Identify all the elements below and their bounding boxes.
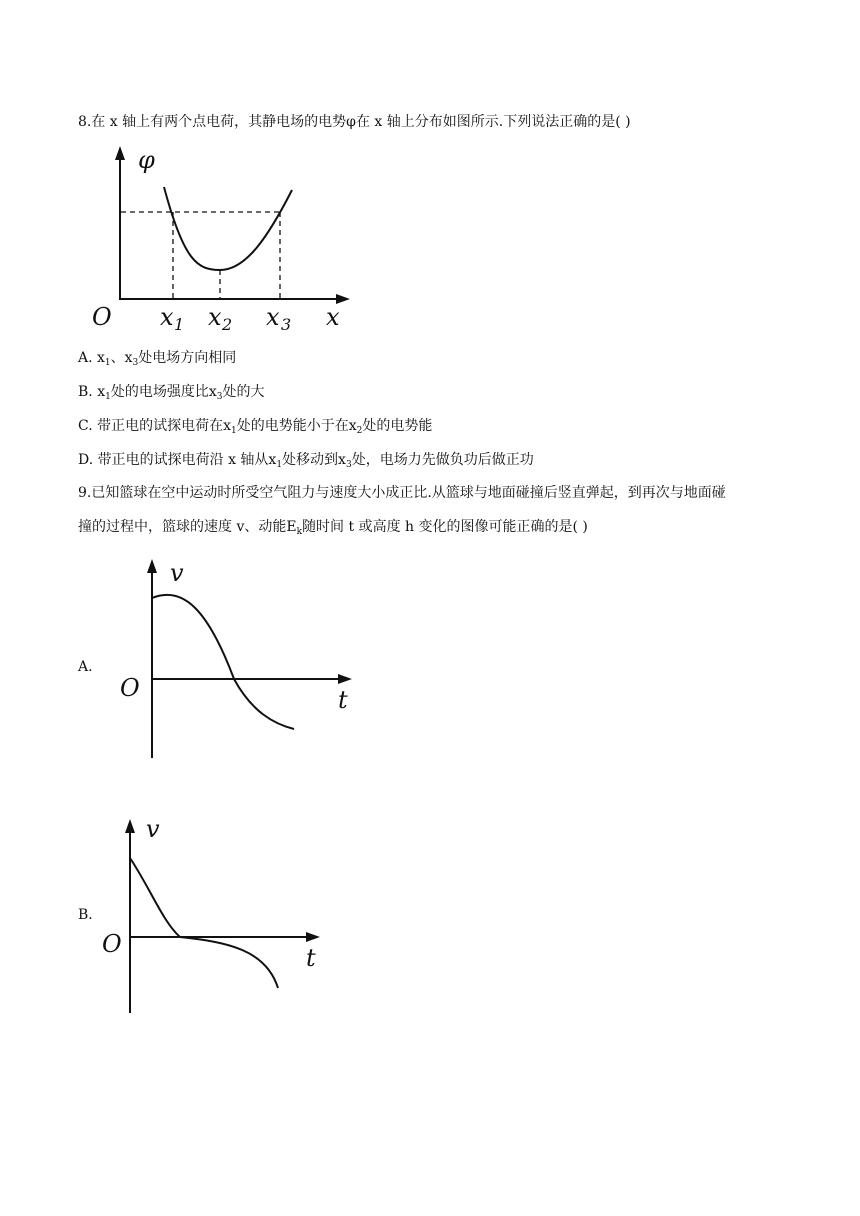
origin-label: O [120,674,140,702]
velocity-curve [152,595,294,729]
text: C. 带正电的试探电荷在x [78,418,232,434]
origin-label: O [102,930,122,958]
text: 处，电场力先做负功后做正功 [351,452,534,468]
y-axis-arrow [125,819,135,833]
q9-stem-line2 [78,518,588,541]
v-label: v [146,815,160,843]
v-label: v [170,559,184,587]
velocity-curve [130,858,278,988]
q8-potential-graph [88,142,368,342]
t-label: t [338,686,348,714]
text: 处的大 [222,384,265,400]
q8-option-b [78,383,264,406]
x-axis-arrow [338,674,352,684]
q9-option-b-label: B. [78,907,93,923]
q9-option-a-label: A. [78,659,93,675]
text: A. x [78,350,105,366]
x-axis-label: x [326,303,340,331]
subscript: 1 [276,460,283,470]
x3-label: x [266,303,280,331]
x3-sub: 3 [281,315,292,334]
potential-curve [164,187,292,270]
q8-option-c [78,417,432,440]
subscript: 1 [231,426,237,436]
phi-label: φ [138,146,155,174]
text: 随时间 t 或高度 h 变化的图像可能正确的是( ) [302,519,588,535]
x1-sub: 1 [174,315,185,334]
text: D. 带正电的试探电荷沿 x 轴从x [78,452,277,468]
q9-graph-a [112,552,372,767]
text: 处移动到x [282,452,346,468]
text: B. x [78,384,106,400]
subscript: 1 [105,392,111,402]
text: 处的电势能 [362,418,433,434]
x1-label: x [160,303,174,331]
q8-option-d [78,451,534,474]
text: 处电场方向相同 [138,350,237,366]
subscript: k [296,527,303,537]
x2-sub: 2 [222,315,233,334]
origin-label: O [92,303,112,331]
y-axis-arrow [115,146,125,160]
q9-stem-line1: 9.已知篮球在空中运动时所受空气阻力与速度大小成正比.从篮球与地面碰撞后竖直弹起，到再次与地面碰 [78,485,726,501]
subscript: 3 [132,358,139,368]
subscript: 2 [356,426,363,436]
y-axis-arrow [147,559,157,573]
t-label: t [306,944,316,972]
x2-label: x [208,303,222,331]
q9-graph-b [98,808,338,1023]
q8-stem: 8.在 x 轴上有两个点电荷，其静电场的电势φ在 x 轴上分布如图所示.下列说法正确的是( ) [78,114,631,130]
text: 处的电势能小于在x [236,418,357,434]
q8-option-a [78,349,236,372]
subscript: 1 [104,358,111,368]
x-axis-arrow [306,932,320,942]
text: 撞的过程中，篮球的速度 v、动能E [78,519,297,535]
subscript: 3 [345,460,352,470]
text: 、x [110,350,133,366]
text: 处的电场强度比x [110,384,217,400]
subscript: 3 [216,392,223,402]
